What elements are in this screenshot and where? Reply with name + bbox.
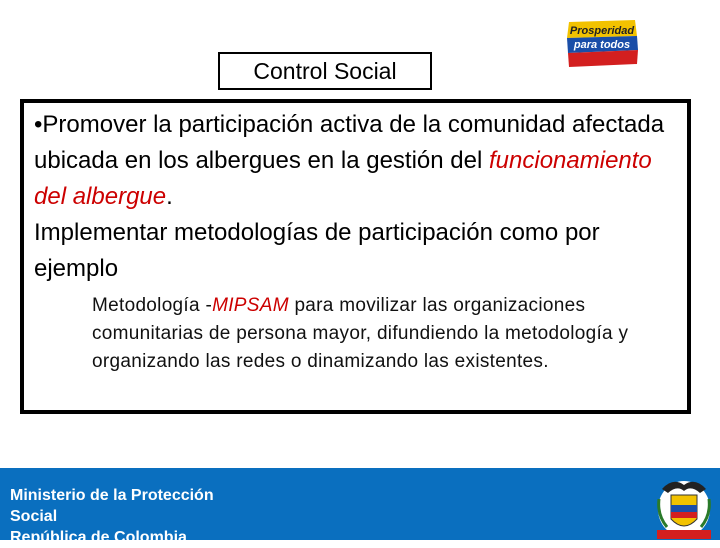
main-paragraph-1-text: Promover la participación activa de la comunidad afectada ubicada en los albergues en la gestión del (34, 111, 665, 174)
sub-paragraph-highlight: MIPSAM (212, 295, 289, 316)
prosperidad-para-todos-logo (565, 20, 640, 68)
main-paragraph-1-end: . (166, 183, 173, 210)
footer-line-1: Ministerio de la Protección (10, 487, 214, 504)
bullet: • (34, 111, 43, 138)
slide-title (218, 52, 432, 90)
colombia-coat-of-arms-icon (655, 475, 713, 540)
content-box (20, 99, 691, 414)
footer-line-2: Social (10, 508, 58, 525)
footer-bar (0, 468, 720, 546)
slide-title-text: Control Social (253, 57, 397, 84)
footer-text (10, 485, 214, 548)
main-paragraph-1 (34, 107, 684, 215)
main-text (34, 107, 684, 287)
sub-paragraph-rest: para movilizar las organizaciones comunitarias de persona mayor, difundiendo la metodología y organizando las redes o dinamizando las existentes. (92, 295, 629, 372)
sub-paragraph-prefix: Metodología - (92, 295, 213, 316)
logo-line2: para todos (573, 39, 631, 51)
footer-line-3: República de Colombia (10, 529, 187, 546)
sub-paragraph (92, 292, 682, 376)
logo-line1: Prosperidad (569, 25, 635, 37)
main-paragraph-1-highlight: funcionamiento del albergue (34, 147, 652, 210)
main-paragraph-2: Implementar metodologías de participación como por ejemplo (34, 219, 600, 282)
